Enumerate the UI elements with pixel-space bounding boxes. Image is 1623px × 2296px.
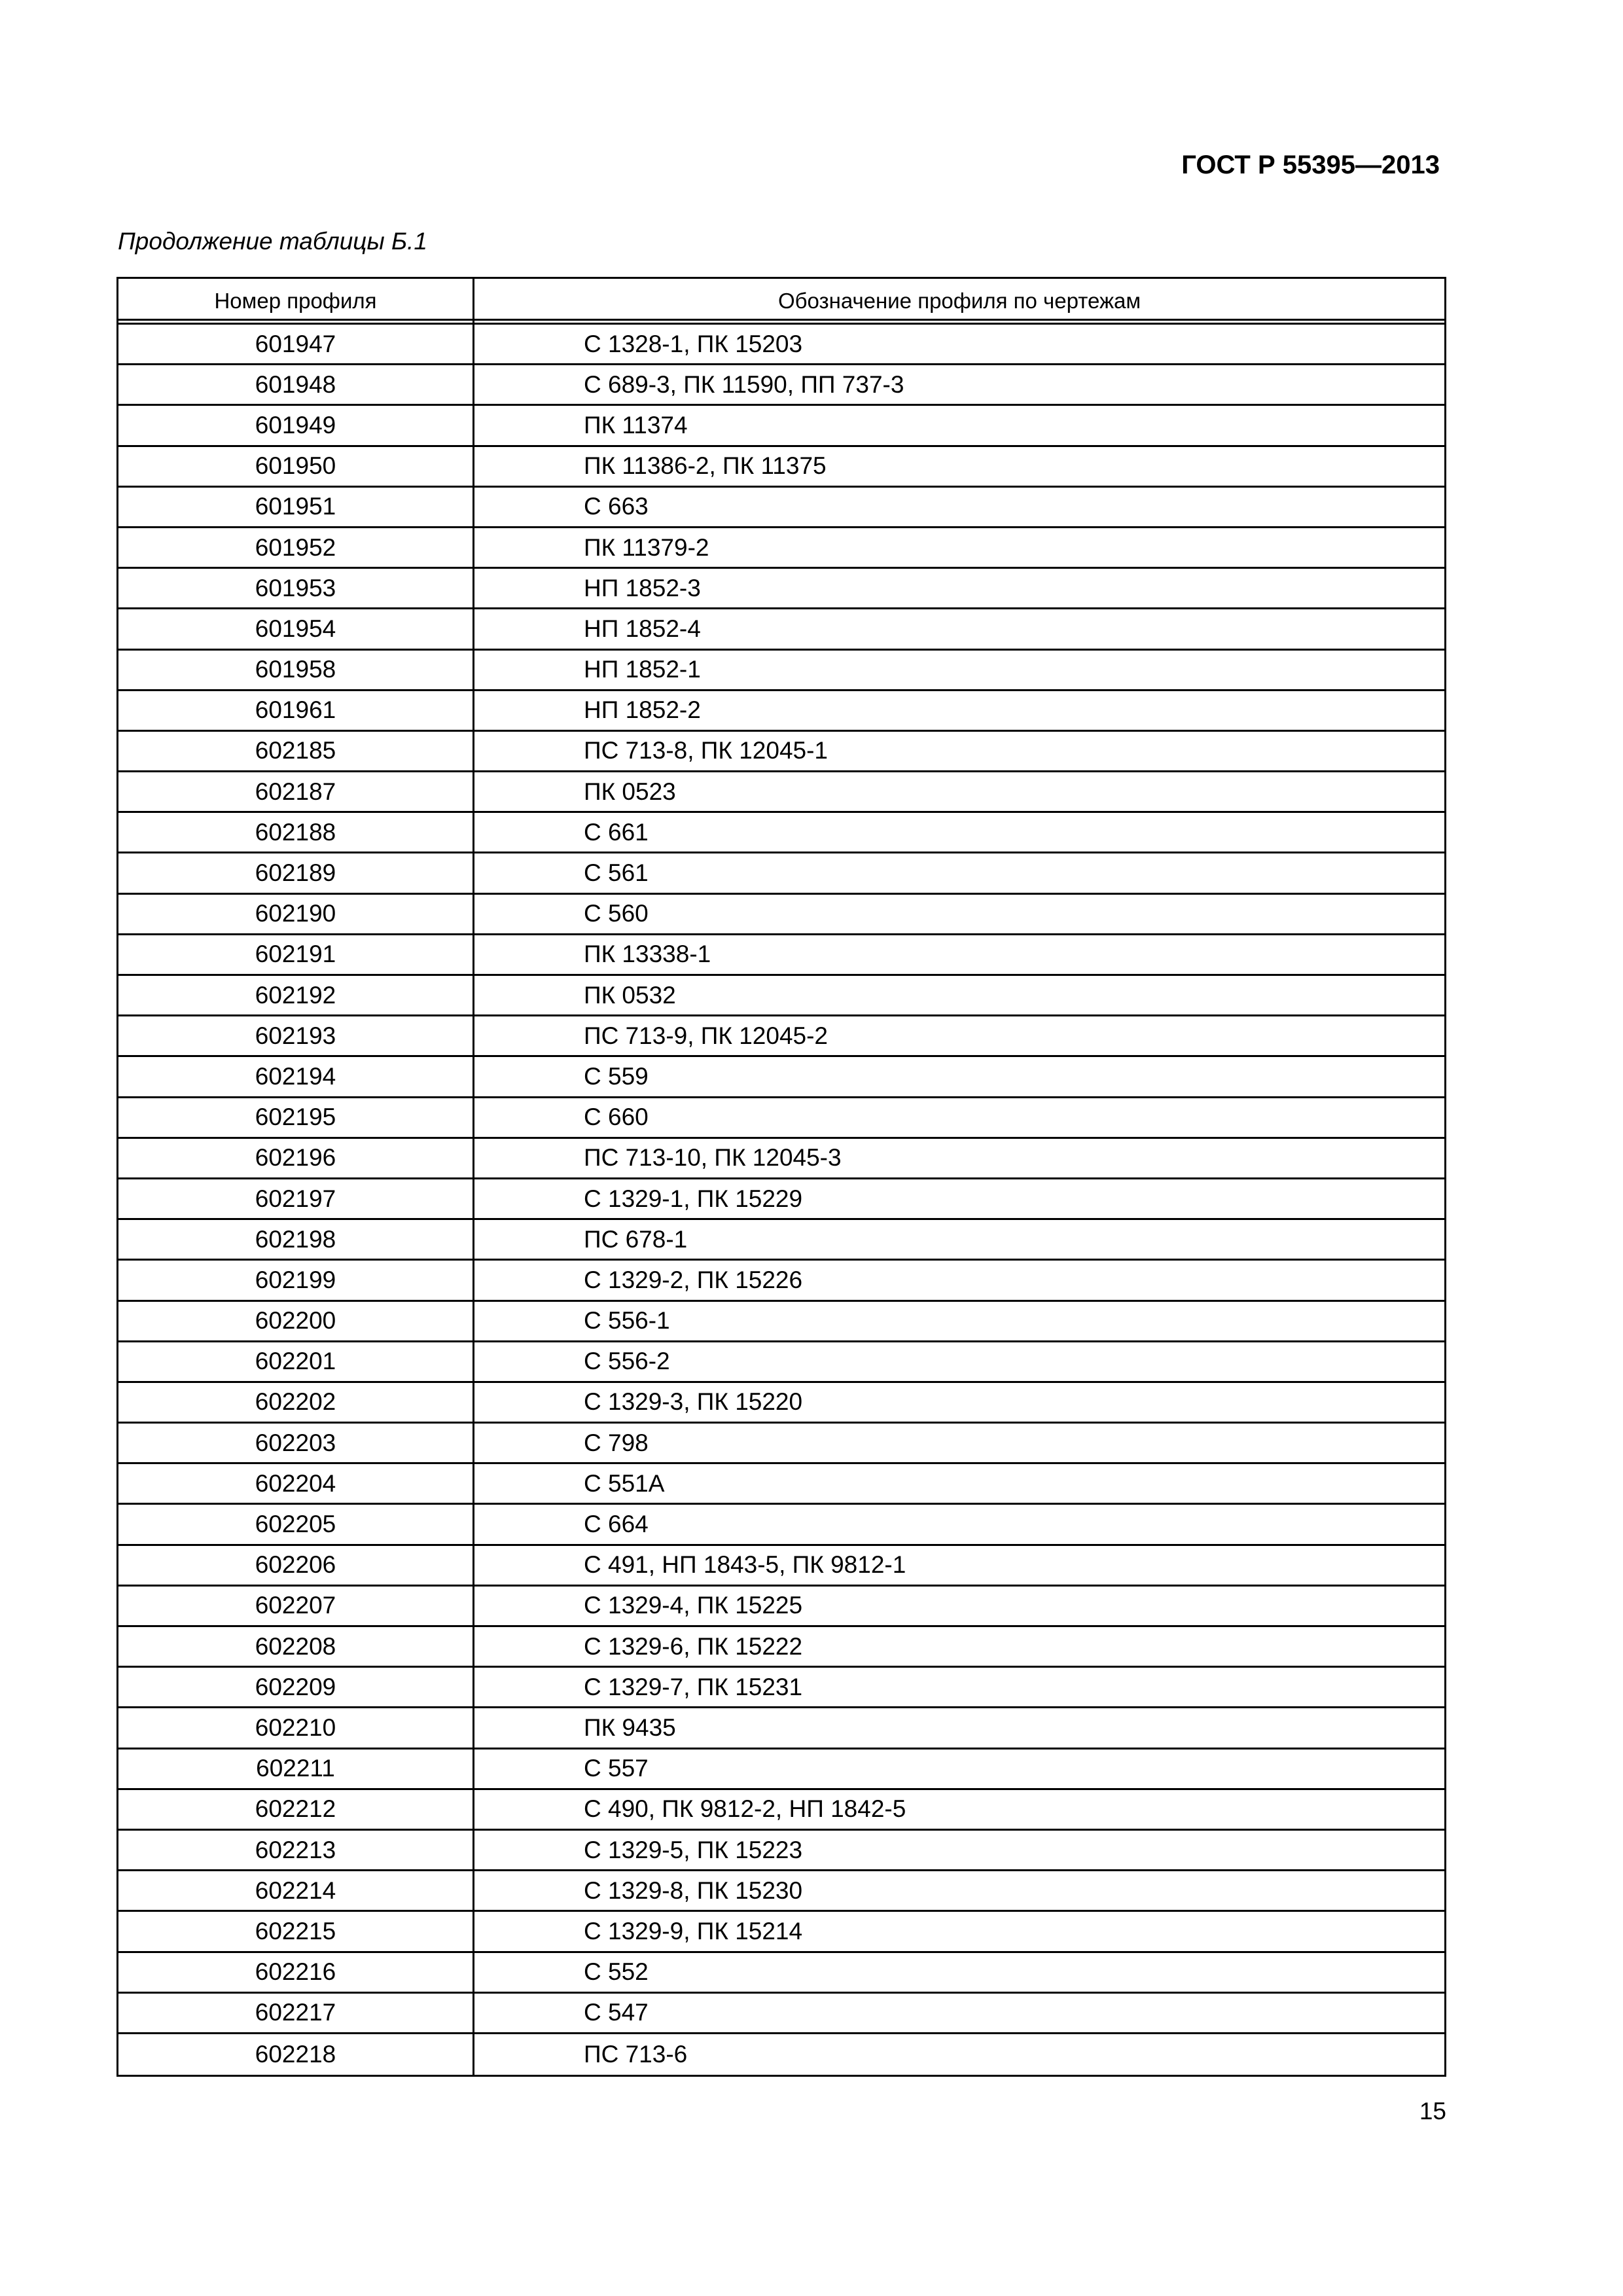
table-row bbox=[118, 447, 1444, 488]
table-row bbox=[118, 1383, 1444, 1424]
table-row bbox=[118, 1220, 1444, 1261]
profile-designation-cell: С 557 bbox=[584, 1755, 649, 1782]
profile-number-cell: 601961 bbox=[118, 691, 474, 730]
table-caption: Продолжение таблицы Б.1 bbox=[118, 228, 427, 255]
table-row bbox=[118, 651, 1444, 691]
profile-number-cell: 602212 bbox=[118, 1790, 474, 1829]
profile-number-cell: 602200 bbox=[118, 1302, 474, 1340]
profile-designation-cell: С 661 bbox=[584, 818, 649, 846]
profile-designation-cell: С 660 bbox=[584, 1103, 649, 1131]
profile-designation-cell: С 559 bbox=[584, 1062, 649, 1090]
table-body bbox=[118, 325, 1444, 2075]
table-row bbox=[118, 1790, 1444, 1831]
profile-designation-cell: С 560 bbox=[584, 900, 649, 927]
profile-number-cell: 602204 bbox=[118, 1464, 474, 1503]
profile-number-cell: 602196 bbox=[118, 1139, 474, 1177]
table-row bbox=[118, 325, 1444, 365]
profile-designation-cell: С 1329-1, ПК 15229 bbox=[584, 1185, 803, 1212]
table-row bbox=[118, 1302, 1444, 1342]
table-row bbox=[118, 813, 1444, 853]
profile-designation-cell: С 1329-8, ПК 15230 bbox=[584, 1876, 803, 1904]
profile-designation-cell: ПК 0523 bbox=[584, 778, 676, 805]
profile-number-cell: 602191 bbox=[118, 935, 474, 974]
profile-number-cell: 602208 bbox=[118, 1627, 474, 1666]
profile-number-cell: 602203 bbox=[118, 1424, 474, 1462]
table-row bbox=[118, 1505, 1444, 1545]
profile-number-cell: 601952 bbox=[118, 528, 474, 567]
profile-number-cell: 602206 bbox=[118, 1546, 474, 1585]
profile-number-cell: 602210 bbox=[118, 1708, 474, 1747]
profile-number-cell: 602192 bbox=[118, 976, 474, 1014]
profile-number-cell: 602213 bbox=[118, 1831, 474, 1869]
profile-number-cell: 602198 bbox=[118, 1220, 474, 1259]
profile-designation-cell: С 551А bbox=[584, 1469, 665, 1497]
table-row bbox=[118, 365, 1444, 406]
profile-designation-cell: С 490, ПК 9812-2, НП 1842-5 bbox=[584, 1795, 906, 1823]
profile-number-cell: 601951 bbox=[118, 488, 474, 526]
table-row bbox=[118, 1016, 1444, 1057]
table-row bbox=[118, 1057, 1444, 1098]
profile-number-cell: 602193 bbox=[118, 1016, 474, 1055]
profile-designation-cell: С 1329-2, ПК 15226 bbox=[584, 1266, 803, 1293]
table-row bbox=[118, 1424, 1444, 1464]
profile-number-cell: 602214 bbox=[118, 1871, 474, 1910]
profile-number-cell: 602187 bbox=[118, 772, 474, 811]
table-row bbox=[118, 1953, 1444, 1994]
profile-designation-cell: С 491, НП 1843-5, ПК 9812-1 bbox=[584, 1551, 906, 1579]
profile-number-cell: 602218 bbox=[118, 2034, 474, 2075]
profile-designation-cell: ПК 9435 bbox=[584, 1713, 676, 1741]
table-row bbox=[118, 1831, 1444, 1871]
profile-number-cell: 601958 bbox=[118, 651, 474, 689]
table-row bbox=[118, 853, 1444, 894]
profile-designation-cell: ПК 11379-2 bbox=[584, 533, 709, 561]
table-row bbox=[118, 732, 1444, 772]
table-row bbox=[118, 1179, 1444, 1220]
table-row bbox=[118, 1261, 1444, 1301]
profile-number-cell: 602197 bbox=[118, 1179, 474, 1218]
table-row bbox=[118, 1871, 1444, 1912]
profile-number-cell: 601953 bbox=[118, 569, 474, 607]
profile-designation-cell: С 1328-1, ПК 15203 bbox=[584, 330, 803, 357]
profile-designation-cell: С 561 bbox=[584, 859, 649, 887]
profile-number-cell: 602185 bbox=[118, 732, 474, 770]
table-row bbox=[118, 1139, 1444, 1179]
table-row bbox=[118, 935, 1444, 976]
profile-designation-cell: ПК 11374 bbox=[584, 411, 688, 439]
profile-designation-cell: НП 1852-2 bbox=[584, 696, 701, 724]
profile-designation-cell: С 664 bbox=[584, 1511, 649, 1538]
table-row bbox=[118, 406, 1444, 446]
table-row bbox=[118, 1994, 1444, 2034]
column-header-profile-designation: Обозначение профиля по чертежам bbox=[777, 288, 1141, 313]
table-row bbox=[118, 976, 1444, 1016]
profile-number-cell: 602216 bbox=[118, 1953, 474, 1992]
profile-number-cell: 602199 bbox=[118, 1261, 474, 1299]
profile-number-cell: 601954 bbox=[118, 609, 474, 648]
table-row bbox=[118, 488, 1444, 528]
profile-designation-cell: С 547 bbox=[584, 1999, 649, 2026]
profile-table bbox=[116, 277, 1446, 2077]
table-row bbox=[118, 609, 1444, 650]
profile-number-cell: 602207 bbox=[118, 1587, 474, 1625]
profile-designation-cell: С 689-3, ПК 11590, ПП 737-3 bbox=[584, 370, 904, 398]
profile-number-cell: 602194 bbox=[118, 1057, 474, 1096]
document-code: ГОСТ Р 55395—2013 bbox=[1181, 151, 1440, 179]
profile-designation-cell: НП 1852-4 bbox=[584, 615, 701, 642]
table-row bbox=[118, 691, 1444, 732]
table-row bbox=[118, 528, 1444, 569]
profile-number-cell: 602189 bbox=[118, 853, 474, 892]
profile-designation-cell: С 1329-6, ПК 15222 bbox=[584, 1632, 803, 1660]
page-number: 15 bbox=[1419, 2098, 1446, 2125]
table-row bbox=[118, 895, 1444, 935]
table-row bbox=[118, 2034, 1444, 2075]
profile-designation-cell: С 556-2 bbox=[584, 1348, 670, 1375]
table-header-row bbox=[118, 279, 1444, 325]
profile-number-cell: 602202 bbox=[118, 1383, 474, 1422]
table-row bbox=[118, 1708, 1444, 1749]
profile-designation-cell: ПК 0532 bbox=[584, 981, 676, 1009]
profile-designation-cell: ПС 713-9, ПК 12045-2 bbox=[584, 1022, 828, 1049]
profile-designation-cell: С 556-1 bbox=[584, 1307, 670, 1335]
profile-number-cell: 601950 bbox=[118, 447, 474, 486]
profile-number-cell: 602188 bbox=[118, 813, 474, 852]
table-row bbox=[118, 1342, 1444, 1383]
profile-number-cell: 601948 bbox=[118, 365, 474, 404]
table-row bbox=[118, 1668, 1444, 1708]
table-row bbox=[118, 1464, 1444, 1505]
table-row bbox=[118, 772, 1444, 813]
profile-designation-cell: С 1329-5, ПК 15223 bbox=[584, 1836, 803, 1863]
table-row bbox=[118, 1098, 1444, 1139]
profile-number-cell: 602201 bbox=[118, 1342, 474, 1381]
profile-designation-cell: С 552 bbox=[584, 1958, 649, 1986]
profile-designation-cell: НП 1852-3 bbox=[584, 574, 701, 601]
profile-number-cell: 602211 bbox=[118, 1749, 474, 1788]
profile-designation-cell: С 1329-3, ПК 15220 bbox=[584, 1388, 803, 1416]
profile-designation-cell: ПС 713-8, ПК 12045-1 bbox=[584, 737, 828, 764]
profile-designation-cell: С 1329-7, ПК 15231 bbox=[584, 1673, 803, 1700]
profile-designation-cell: ПС 713-6 bbox=[584, 2040, 688, 2068]
profile-designation-cell: С 798 bbox=[584, 1429, 649, 1456]
profile-designation-cell: ПС 713-10, ПК 12045-3 bbox=[584, 1144, 842, 1172]
profile-designation-cell: ПС 678-1 bbox=[584, 1225, 688, 1253]
profile-designation-cell: С 663 bbox=[584, 493, 649, 520]
profile-number-cell: 602190 bbox=[118, 895, 474, 933]
profile-number-cell: 602195 bbox=[118, 1098, 474, 1137]
profile-designation-cell: НП 1852-1 bbox=[584, 656, 701, 683]
table-row bbox=[118, 1627, 1444, 1668]
profile-designation-cell: ПК 11386-2, ПК 11375 bbox=[584, 452, 827, 480]
table-row bbox=[118, 1749, 1444, 1790]
table-row bbox=[118, 1912, 1444, 1952]
profile-designation-cell: С 1329-4, ПК 15225 bbox=[584, 1592, 803, 1619]
column-header-profile-number: Номер профиля bbox=[118, 279, 474, 323]
table-row bbox=[118, 1546, 1444, 1587]
profile-number-cell: 602217 bbox=[118, 1994, 474, 2032]
table-row bbox=[118, 569, 1444, 609]
profile-number-cell: 602205 bbox=[118, 1505, 474, 1543]
profile-number-cell: 602215 bbox=[118, 1912, 474, 1950]
profile-designation-cell: С 1329-9, ПК 15214 bbox=[584, 1917, 803, 1945]
profile-designation-cell: ПК 13338-1 bbox=[584, 941, 711, 968]
profile-number-cell: 601949 bbox=[118, 406, 474, 444]
profile-number-cell: 602209 bbox=[118, 1668, 474, 1706]
table-row bbox=[118, 1587, 1444, 1627]
profile-number-cell: 601947 bbox=[118, 325, 474, 363]
